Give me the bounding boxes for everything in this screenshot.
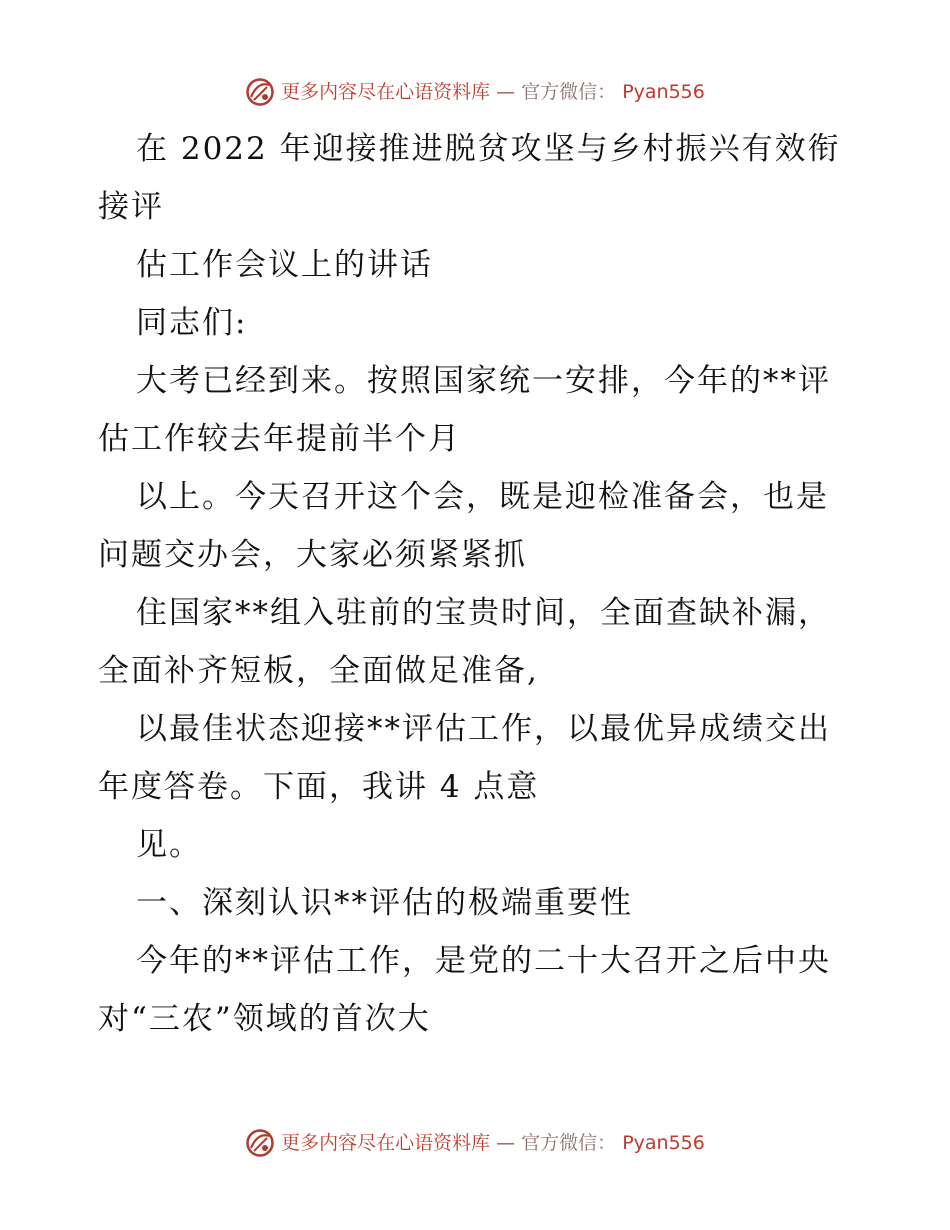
document-title-line-2: 估工作会议上的讲话	[136, 247, 433, 283]
watermark-label: 官方微信：	[521, 1132, 617, 1154]
watermark-footer	[0, 1128, 950, 1158]
watermark-main-text: 更多内容尽在心语资料库	[281, 81, 491, 103]
seal-logo-icon	[245, 77, 275, 107]
watermark-dash: —	[496, 1132, 516, 1154]
body-paragraph: 大考已经到来。按照国家统一安排，今年的**评估工作较去年提前半个月	[98, 363, 831, 457]
document-body	[98, 120, 858, 1048]
watermark-main-text: 更多内容尽在心语资料库	[281, 1132, 491, 1154]
body-paragraph: 见。	[136, 827, 202, 863]
watermark-header	[0, 77, 950, 107]
body-paragraph: 以最佳状态迎接**评估工作，以最优异成绩交出年度答卷。下面，我讲 4 点意	[98, 711, 831, 805]
salutation: 同志们:	[136, 305, 248, 341]
seal-logo-icon	[245, 1128, 275, 1158]
section-heading: 一、深刻认识**评估的极端重要性	[136, 885, 633, 921]
watermark-dash: —	[496, 81, 516, 103]
body-paragraph: 以上。今天召开这个会，既是迎检准备会，也是问题交办会，大家必须紧紧抓	[98, 479, 829, 573]
document-title-line-1: 在 2022 年迎接推进脱贫攻坚与乡村振兴有效衔接评	[98, 131, 841, 225]
watermark-wechat-id: Pyan556	[622, 81, 705, 103]
watermark-wechat-id: Pyan556	[622, 1132, 705, 1154]
watermark-label: 官方微信：	[521, 81, 617, 103]
body-paragraph: 今年的**评估工作，是党的二十大召开之后中央对“三农”领域的首次大	[98, 943, 831, 1037]
body-paragraph: 住国家**组入驻前的宝贵时间，全面查缺补漏，全面补齐短板，全面做足准备,	[98, 595, 831, 689]
